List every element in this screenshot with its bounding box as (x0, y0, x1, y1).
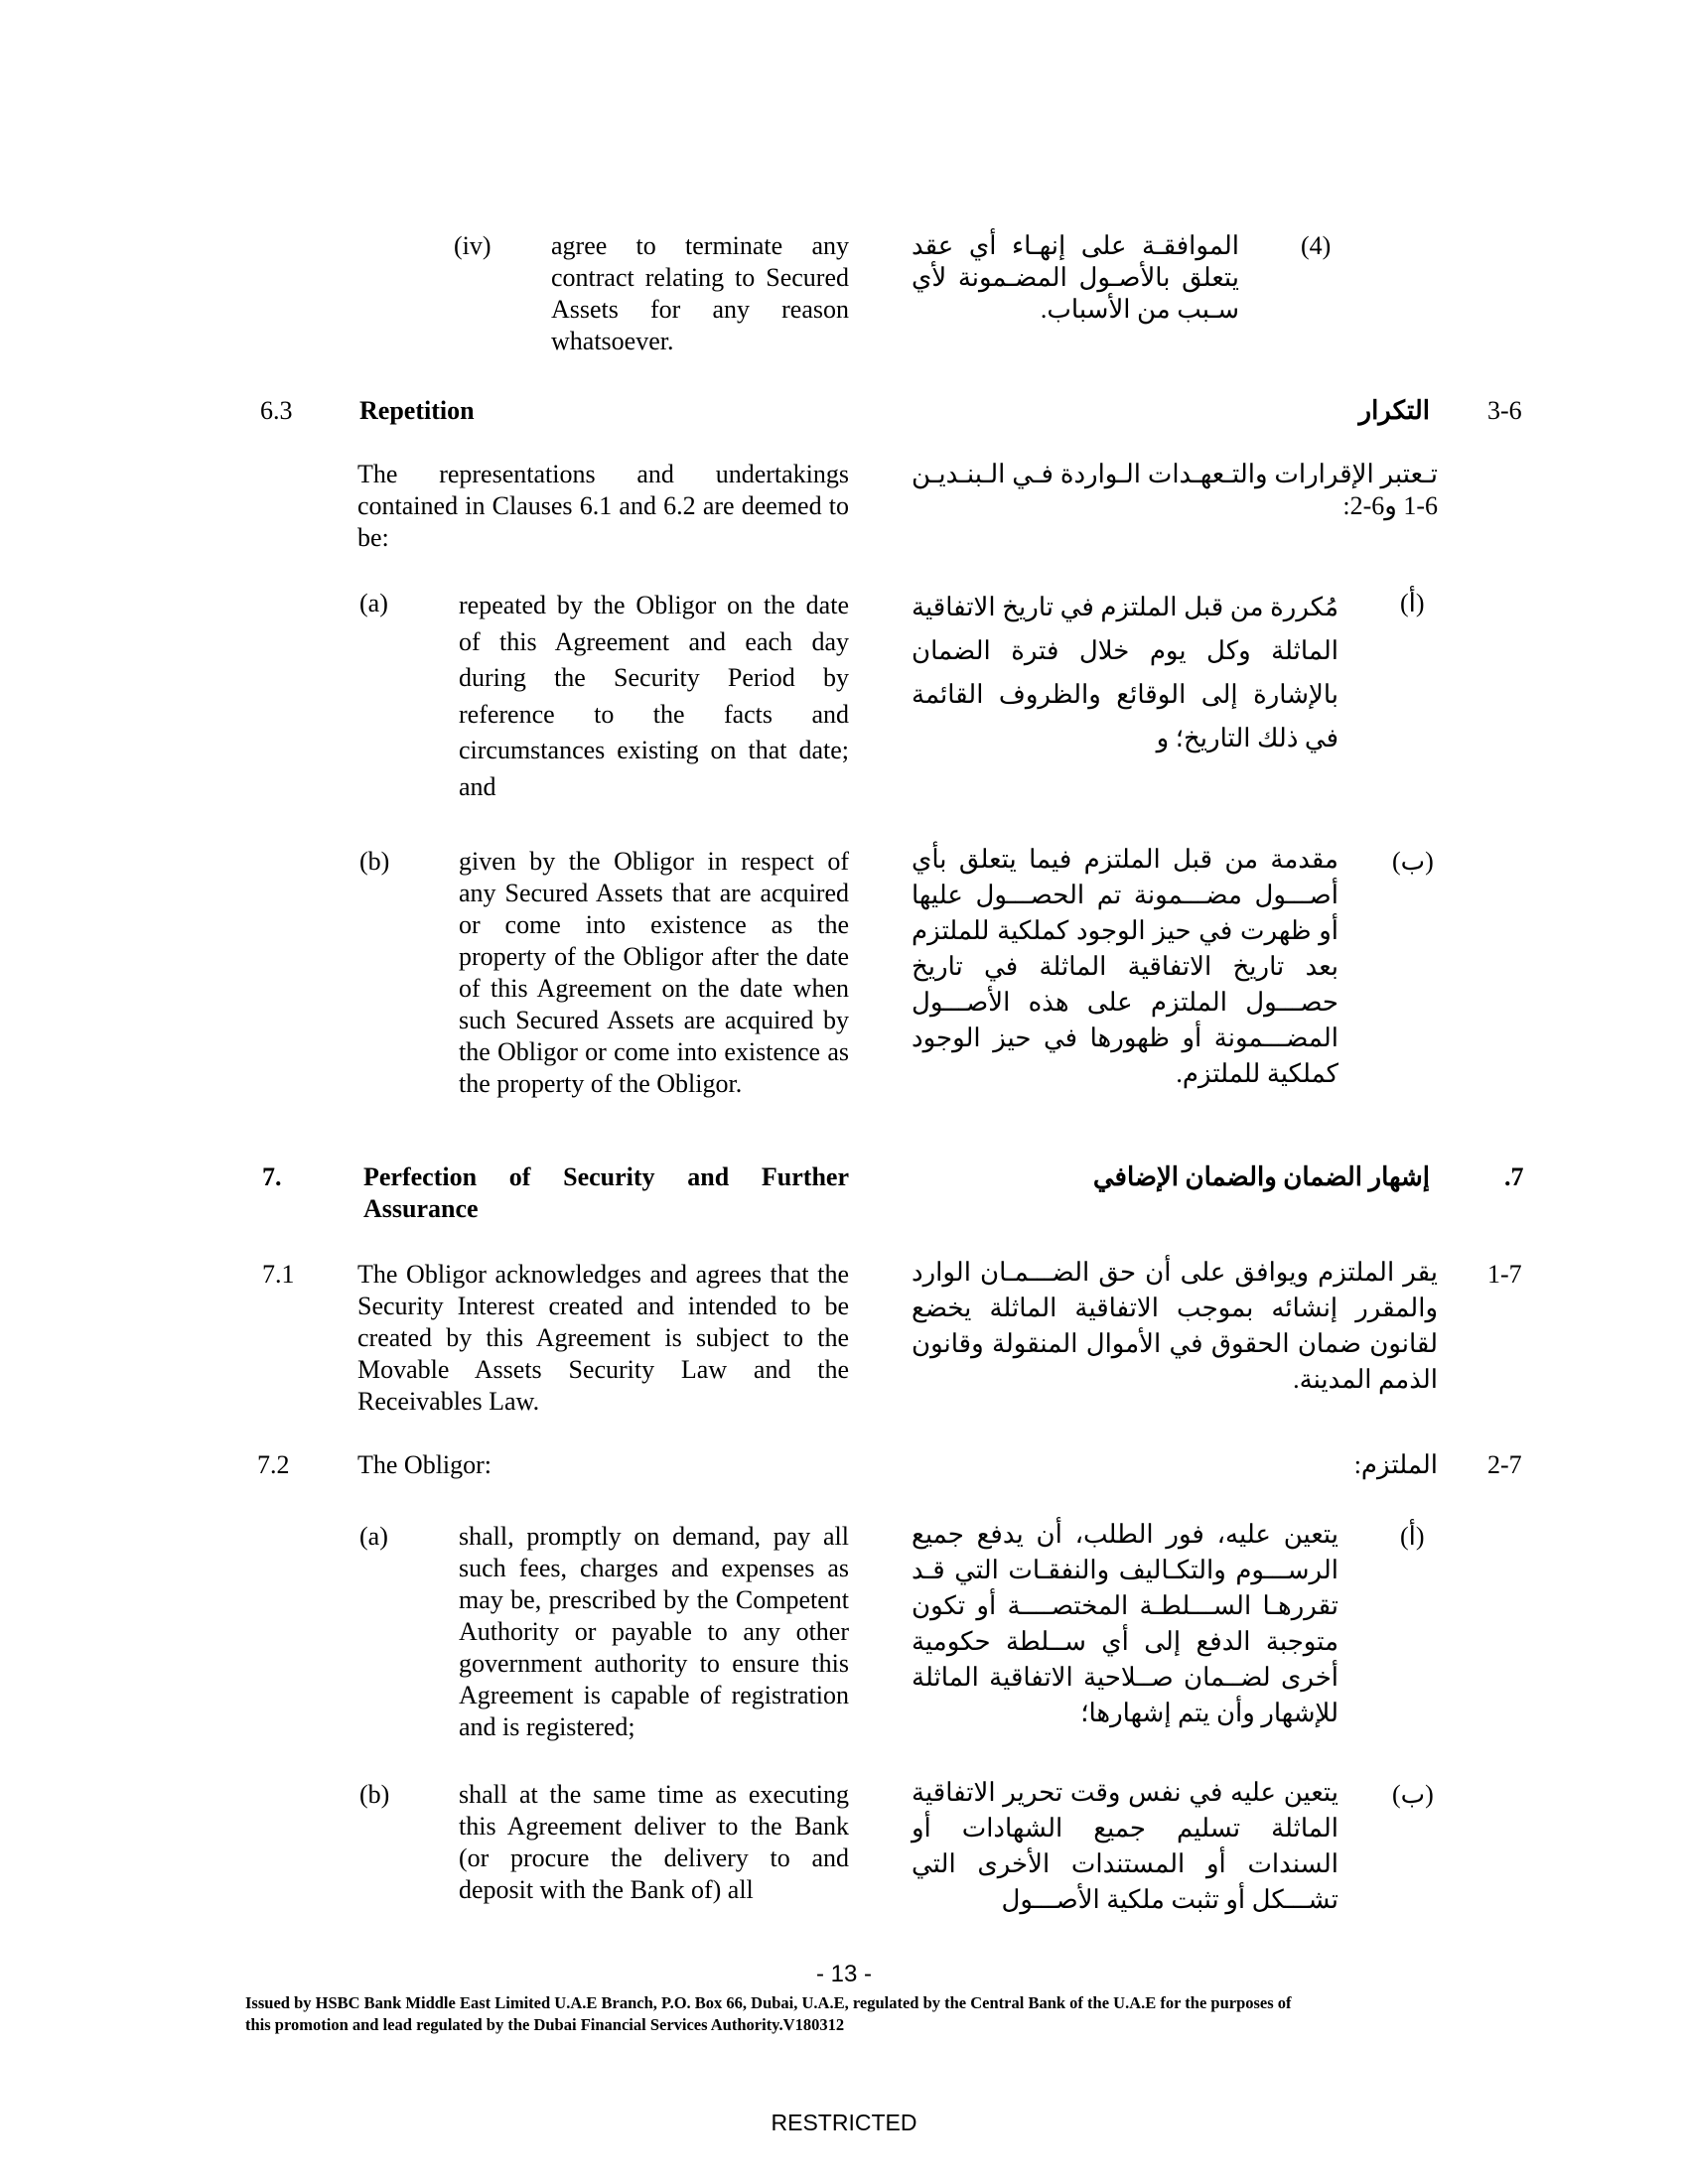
clause-num-b-ar: (ب) (1392, 847, 1434, 876)
clause-7-2-ar: الملتزم: (1353, 1450, 1438, 1479)
clause-7-2-b-num: (b) (359, 1780, 390, 1809)
section-num-7-ar: .7 (1504, 1162, 1524, 1191)
section-num-7-2-ar: 2-7 (1487, 1450, 1522, 1479)
section-title-repetition: Repetition (359, 396, 475, 425)
section-num-7-2: 7.2 (257, 1450, 290, 1479)
section-title-perfection-ar: إشهار الضمان والضمان الإضافي (1092, 1162, 1430, 1191)
page-number: - 13 - (815, 1961, 872, 1987)
clause-text-iv-ar: الموافقـة على إنهـاء أي عقد يتعلق بالأصـول المضـمونة لأي سـبب من الأسباب. (912, 231, 1239, 324)
clause-7-2-a-num: (a) (359, 1522, 388, 1551)
clause-num-iv-ar: (4) (1301, 231, 1332, 260)
clause-7-2-a-ar: يتعين عليه، فور الطلب، أن يدفع جميع الرســـوم والتكـاليف والنفقـات التي قـد تقررهـا الســـلطـة المختصــــة أو تكون متوجبة الدفع إلى أي ســلطة حكومية أخرى لضــمان صــلاحية الاتفاقية الماثلة للإشهار وأن يتم إشهارها؛ (912, 1520, 1338, 1727)
clause-7-1-en: The Obligor acknowledges and agrees that the Security Interest created and intended to be created by this Agreement is subject to the Movable Assets Security Law and the Receivables Law. (357, 1260, 849, 1416)
section-num-7: 7. (262, 1162, 282, 1191)
clause-7-2-a-num-ar: (أ) (1400, 1522, 1425, 1551)
clause-num-a: (a) (359, 589, 388, 617)
section-num-7-1-ar: 1-7 (1487, 1260, 1522, 1289)
clause-7-2-a-en: shall, promptly on demand, pay all such fees, charges and expenses as may be, prescribed by the Competent Authority or payable to any other government authority to ensure this Agreement is capable of registration and is registered; (459, 1522, 849, 1741)
issuer-line-2: this promotion and lead regulated by the Dubai Financial Services Authority.V180312 (245, 2015, 845, 2034)
issuer-statement (245, 1992, 1437, 2036)
clause-text-iv-en: agree to terminate any contract relating to Secured Assets for any reason whatsoever. (551, 231, 849, 355)
clause-7-1-ar: يقر الملتزم ويوافق على أن حق الضـــمـان الوارد والمقرر إنشائه بموجب الاتفاقية الماثلة يخضع لقانون ضمان الحقوق في الأموال المنقولة وقانون الذمم المدينة. (912, 1258, 1438, 1394)
clause-7-2-en: The Obligor: (357, 1450, 492, 1479)
clause-text-a-en: repeated by the Obligor on the date of this Agreement and each day during the Security Period by reference to the facts and circumstances existing on that date; and (459, 591, 849, 801)
classification-label: RESTRICTED (771, 2110, 917, 2135)
section-num-6-3: 6.3 (260, 396, 293, 425)
clause-text-b-ar: مقدمة من قبل الملتزم فيما يتعلق بأي أصـــول مضـــمونة تم الحصـــول عليها أو ظهرت في حيز الوجود كملكية للملتزم بعد تاريخ الاتفاقية الماثلة في تاريخ حصـــول الملتزم على هذه الأصـــول المضـــمونة أو ظهورها في حيز الوجود كملكية للملتزم. (912, 845, 1338, 1088)
clause-7-2-b-ar: يتعين عليه في نفس وقت تحرير الاتفاقية الماثلة تسليم جميع الشهادات أو السندات أو المستندات الأخرى التي تشـــكل أو تثبت ملكية الأصـــول (912, 1778, 1338, 1914)
section-num-7-1: 7.1 (262, 1260, 295, 1289)
section-num-6-3-ar: 3-6 (1487, 396, 1522, 425)
issuer-line-1: Issued by HSBC Bank Middle East Limited U.A.E Branch, P.O. Box 66, Dubai, U.A.E, regulated by the Central Bank of the U.A.E for the purposes of (245, 1993, 1292, 2012)
clause-num-a-ar: (أ) (1400, 589, 1425, 617)
repetition-intro-en: The representations and undertakings contained in Clauses 6.1 and 6.2 are deemed to be: (357, 460, 849, 552)
clause-num-iv: (iv) (454, 231, 492, 260)
clause-num-b: (b) (359, 847, 390, 876)
repetition-intro-ar: تـعتبر الإقرارات والتـعهـدات الـواردة فـي الـبنـديـن 6-1 و6-2: (912, 460, 1438, 520)
clause-7-2-b-en: shall at the same time as executing this Agreement deliver to the Bank (or procure the delivery to and deposit with the Bank of) all (459, 1780, 849, 1904)
section-title-repetition-ar: التكرار (1358, 396, 1430, 425)
clause-text-a-ar: مُكررة من قبل الملتزم في تاريخ الاتفاقية الماثلة وكل يوم خلال فترة الضمان بالإشارة إلى الوقائع والظروف القائمة في ذلك التاريخ؛ و (912, 593, 1338, 752)
clause-text-b-en: given by the Obligor in respect of any Secured Assets that are acquired or come into existence as the property of the Obligor after the date of this Agreement on the date when such Secured Assets are acquired by the Obligor or come into existence as the property of the Obligor. (459, 847, 849, 1098)
section-title-perfection: Perfection of Security and Further Assurance (363, 1162, 849, 1223)
clause-7-2-b-num-ar: (ب) (1392, 1780, 1434, 1809)
